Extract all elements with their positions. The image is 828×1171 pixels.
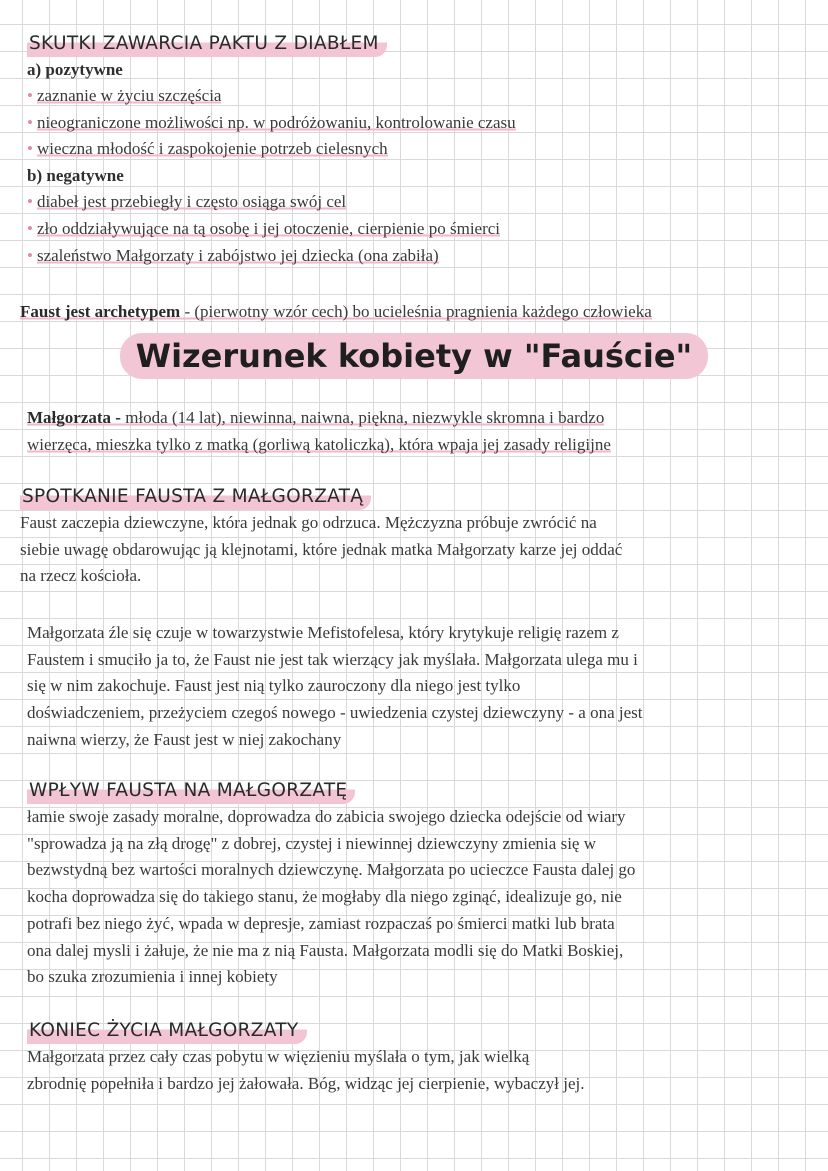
paragraph-line: naiwna wierzy, że Faust jest w niej zakochany	[27, 729, 342, 749]
archetype-line	[20, 299, 800, 326]
positive-label: a) pozytywne	[27, 60, 123, 79]
section-meeting	[20, 484, 800, 590]
paragraph-line: Małgorzata przez cały czas pobytu w więzieniu myślała o tym, jak wielką	[27, 1047, 530, 1066]
negative-label: b) negatywne	[27, 166, 124, 186]
paragraph-line: zbrodnię popełniła i bardzo jej żałowała. Bóg, widząc jej cierpienie, wybaczył jej.	[27, 1073, 585, 1093]
malgorzata-description: Małgorzata - młoda (14 lat), niewinna, naiwna, piękna, niezwykle skromna i bardzo wierzęca, mieszka tylko z matką (gorliwą katoliczką), która wpaja jej zasady religijne	[27, 408, 611, 454]
paragraph-line: potrafi bez niego żyć, wpada w depresje, zamiast rozpaczaś po śmierci matki lub brata	[27, 913, 615, 933]
list-item: • nieograniczone możliwości np. w podróżowaniu, kontrolowanie czasu	[27, 112, 516, 132]
paragraph-line: się w nim zakochuje. Faust jest nią tylko zauroczony dla niego jest tylko	[27, 676, 521, 696]
heading-effects-of-pact: SKUTKI ZAWARCIA PAKTU Z DIABŁEM	[27, 31, 387, 57]
list-item: • szaleństwo Małgorzaty i zabójstwo jej dziecka (ona zabiła)	[27, 245, 439, 265]
paragraph-line: bezwstydną bez wartości moralnych dziewczynę. Małgorzata po ucieczce Fausta dalej go	[27, 860, 636, 880]
section-meeting-para2	[27, 620, 807, 754]
list-item: • zło oddziaływujące na tą osobę i jej otoczenie, cierpienie po śmierci	[27, 218, 501, 238]
paragraph-line: Małgorzata źle się czuje w towarzystwie Mefistofelesa, który krytykuje religię razem z	[27, 623, 619, 642]
list-item: • diabeł jest przebiegły i często osiąga swój cel	[27, 192, 347, 212]
section-end-of-life	[27, 1018, 807, 1097]
paragraph-line: kocha doprowadza się do takiego stanu, że mogłaby dla niego zginąć, idealizuje go, nie	[27, 887, 622, 907]
section-influence	[27, 778, 807, 991]
paragraph-line: Faust zaczepia dziewczyne, która jednak go odrzuca. Mężczyzna próbuje zwrócić na	[20, 513, 597, 532]
heading-influence: WPŁYW FAUSTA NA MAŁGORZATĘ	[27, 778, 355, 804]
archetype-definition: - (pierwotny wzór cech) bo ucieleśnia pragnienia każdego człowieka	[180, 302, 652, 321]
paragraph-line: ona dalej mysli i żałuje, że nie ma z nią Fausta. Małgorzata modli się do Matki Boskiej,	[27, 940, 624, 960]
archetype-term: Faust jest archetypem	[20, 302, 181, 321]
list-item: • wieczna młodość i zaspokojenie potrzeb cielesnych	[27, 139, 388, 159]
paragraph-line: łamie swoje zasady moralne, doprowadza do zabicia swojego dziecka odejście od wiary	[27, 807, 626, 826]
list-item: • zaznanie w życiu szczęścia	[27, 86, 222, 105]
heading-meeting: SPOTKANIE FAUSTA Z MAŁGORZATĄ	[20, 484, 371, 510]
heading-end-of-life: KONIEC ŻYCIA MAŁGORZATY	[27, 1018, 307, 1044]
paragraph-line: "sprowadza ją na złą drogę" z dobrej, czystej i niewinnej dziewczyny zmienia się w	[27, 833, 596, 853]
section-effects-of-pact	[27, 31, 807, 269]
paragraph-line: bo szuka zrozumienia i innej kobiety	[27, 967, 278, 987]
malgorzata-term: Małgorzata -	[27, 408, 126, 427]
paragraph-line: siebie uwagę obdarowując ją klejnotami, które jednak matka Małgorzaty karze jej oddać	[20, 539, 623, 559]
paragraph-line: doświadczeniem, przeżyciem czegoś nowego - uwiedzenia czystej dziewczyny - a ona jest	[27, 703, 643, 723]
page-title: Wizerunek kobiety w "Fauście"	[0, 333, 828, 379]
paragraph-line: Faustem i smuciło ja to, że Faust nie jest tak wierzący jak myślała. Małgorzata ulega mu i	[27, 649, 638, 669]
paragraph-line: na rzecz kościoła.	[20, 566, 142, 586]
